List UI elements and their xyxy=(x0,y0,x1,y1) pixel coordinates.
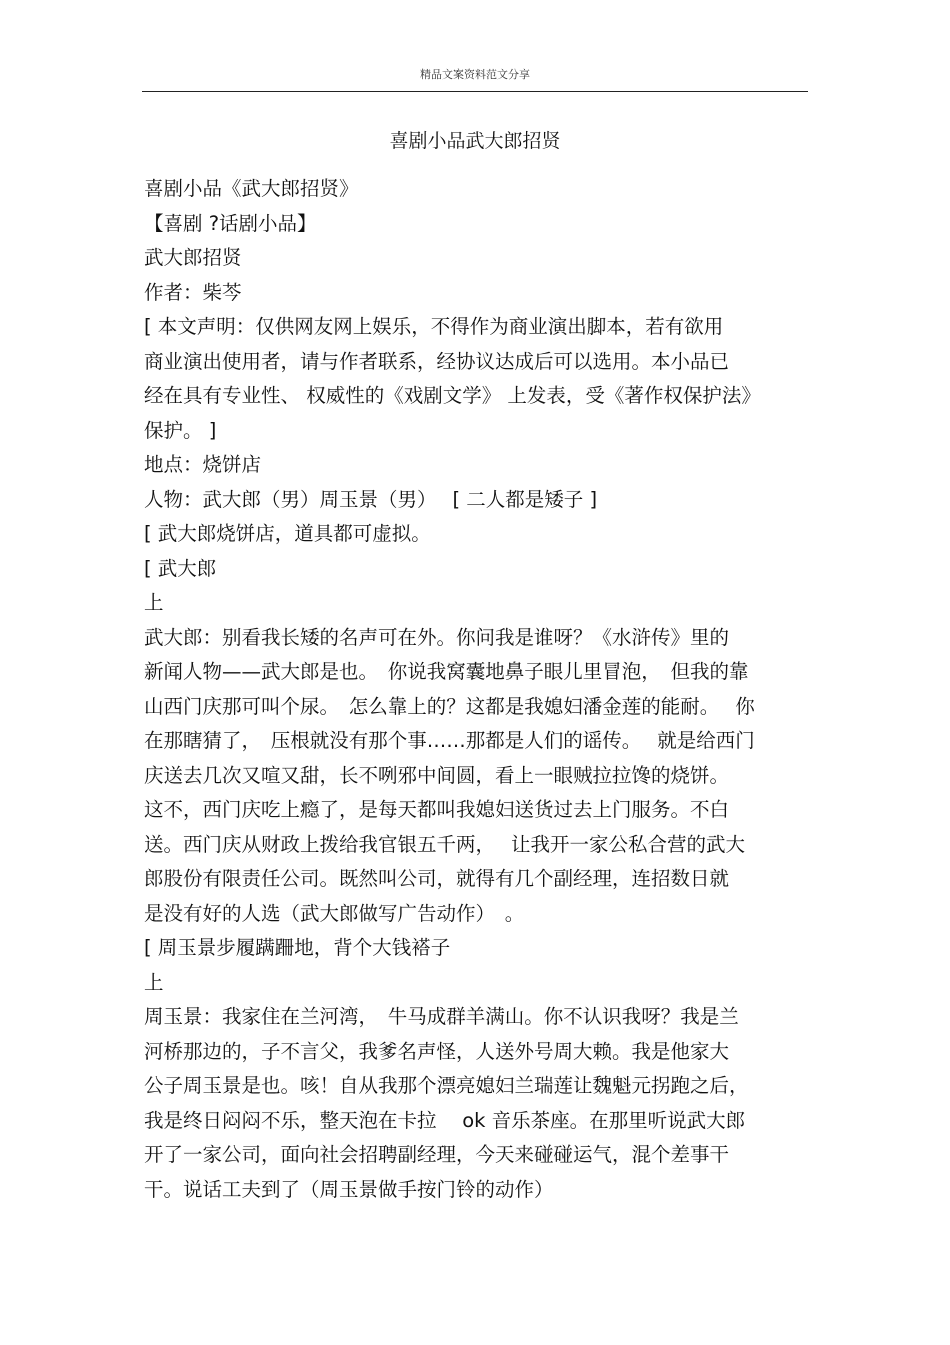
body-line: [ 武大郎 xyxy=(144,556,217,580)
page-header: 精品文案资料范文分享 xyxy=(420,68,530,81)
body-line: 上 xyxy=(144,970,164,994)
body-line: 干。说话工夫到了（周玉景做手按门铃的动作） xyxy=(144,1177,554,1201)
body-line: 地点：烧饼店 xyxy=(144,453,262,476)
body-line: [ 周玉景步履蹒跚地，背个大钱褡子 xyxy=(144,936,451,959)
body-line: 在那瞎猜了， 压根就没有那个事……那都是人们的谣传。 就是给西门 xyxy=(144,729,755,752)
body-line: [ 本文声明：仅供网友网上娱乐，不得作为商业演出脚本，若有欲用 xyxy=(144,315,724,338)
body-line: 喜剧小品《武大郎招贤》 xyxy=(144,177,359,200)
body-line: 开了一家公司，面向社会招聘副经理，今天来碰碰运气，混个差事干 xyxy=(144,1143,730,1166)
body-line: 【喜剧 ?话剧小品】 xyxy=(144,211,317,235)
body-line: 这不，西门庆吃上瘾了，是每天都叫我媳妇送货过去上门服务。不白 xyxy=(144,798,730,821)
body-line: 保护。 ] xyxy=(144,418,217,442)
body-line: 人物：武大郎（男）周玉景（男） [ 二人都是矮子 ] xyxy=(144,487,598,511)
body-line: 新闻人物——武大郎是也。 你说我窝囊地鼻子眼儿里冒泡， 但我的靠 xyxy=(144,660,749,683)
body-line: 公子周玉景是也。咳！自从我那个漂亮媳妇兰瑞莲让魏魁元拐跑之后， xyxy=(144,1074,749,1097)
body-line: 经在具有专业性、 权威性的《戏剧文学》 上发表，受《著作权保护法》 xyxy=(144,384,761,407)
body-line: 庆送去几次又喧又甜，长不咧邪中间圆，看上一眼贼拉拉馋的烧饼。 xyxy=(144,763,730,787)
body-line: 周玉景：我家住在兰河湾， 牛马成群羊满山。你不认识我呀？我是兰 xyxy=(144,1005,739,1028)
body-line: [ 武大郎烧饼店，道具都可虚拟。 xyxy=(144,522,431,545)
body-line: 送。西门庆从财政上拨给我官银五千两， 让我开一家公私合营的武大 xyxy=(144,832,745,856)
body-line: 商业演出使用者，请与作者联系，经协议达成后可以选用。本小品已 xyxy=(144,349,730,373)
body-line: 作者：柴芩 xyxy=(144,280,242,304)
body-line: 是没有好的人选（武大郎做写广告动作） 。 xyxy=(144,901,525,925)
body-line: 我是终日闷闷不乐，整天泡在卡拉 ok 音乐茶座。在那里听说武大郎 xyxy=(144,1108,746,1132)
body-line: 武大郎招贤 xyxy=(144,246,242,269)
body-line: 郎股份有限责任公司。既然叫公司，就得有几个副经理，连招数日就 xyxy=(144,867,730,890)
body-line: 河桥那边的，子不言父，我爹名声怪，人送外号周大赖。我是他家大 xyxy=(144,1039,730,1063)
body-line: 武大郎：别看我长矮的名声可在外。你问我是谁呀？《水浒传》里的 xyxy=(144,625,730,649)
body-line: 山西门庆那可叫个尿。 怎么靠上的？这都是我媳妇潘金莲的能耐。 你 xyxy=(144,694,755,718)
body-line: 上 xyxy=(144,591,164,614)
document-body xyxy=(144,172,814,1207)
document-title: 喜剧小品武大郎招贤 xyxy=(389,130,561,152)
header-divider xyxy=(142,91,808,92)
